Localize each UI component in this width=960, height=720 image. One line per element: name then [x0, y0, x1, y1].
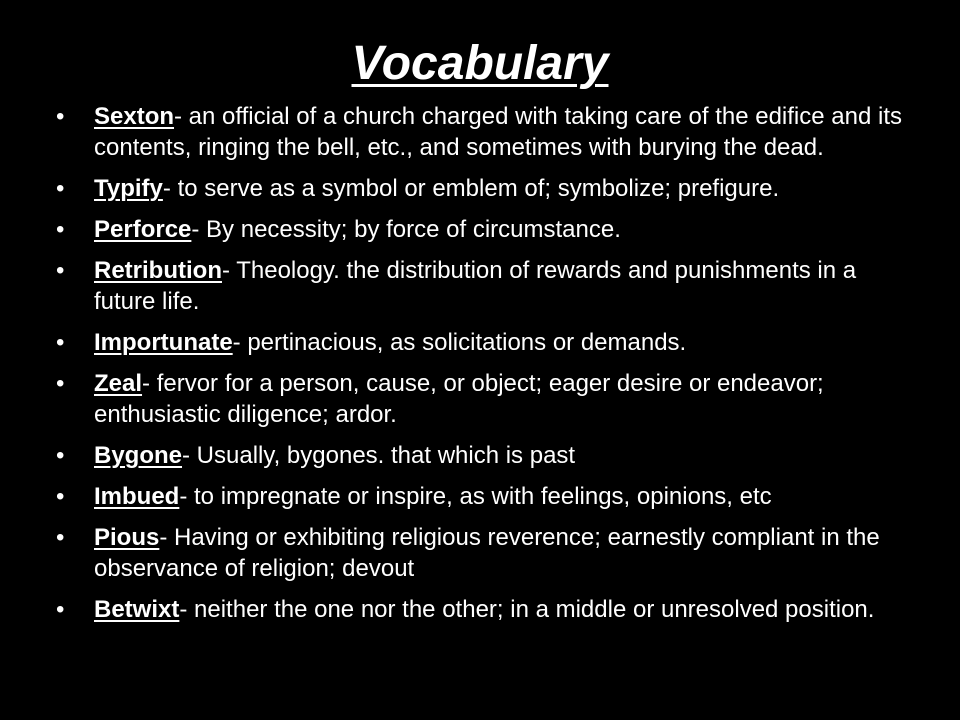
bullet-icon: •	[56, 175, 65, 202]
vocabulary-item	[56, 481, 906, 512]
bullet-icon: •	[56, 103, 65, 130]
vocabulary-definition: - By necessity; by force of circumstance.	[191, 216, 621, 243]
bullet-icon: •	[56, 370, 65, 397]
vocabulary-term: Imbued	[94, 483, 180, 510]
vocabulary-term: Sexton	[94, 103, 175, 130]
bullet-icon: •	[56, 483, 65, 510]
bullet-icon: •	[56, 524, 65, 551]
vocabulary-term: Pious	[94, 524, 160, 551]
bullet-icon: •	[56, 329, 65, 356]
vocabulary-item	[56, 368, 906, 430]
slide-title: Vocabulary	[351, 37, 609, 90]
vocabulary-list	[56, 101, 906, 635]
vocabulary-term: Bygone	[94, 442, 183, 469]
vocabulary-definition: - to serve as a symbol or emblem of; symbolize; prefigure.	[162, 175, 780, 202]
vocabulary-item	[56, 594, 906, 625]
vocabulary-definition: - neither the one nor the other; in a middle or unresolved position.	[179, 596, 875, 623]
bullet-icon: •	[56, 216, 65, 243]
vocabulary-term: Betwixt	[94, 596, 180, 623]
vocabulary-item	[56, 214, 906, 245]
vocabulary-item	[56, 440, 906, 471]
vocabulary-term: Importunate	[94, 329, 233, 356]
vocabulary-item	[56, 101, 906, 163]
vocabulary-definition: - Usually, bygones. that which is past	[182, 442, 576, 469]
vocabulary-definition: - Having or exhibiting religious reverence; earnestly compliant in the observance of religion; devout	[94, 524, 880, 582]
vocabulary-definition: - Theology. the distribution of rewards and punishments in a future life.	[94, 257, 857, 315]
vocabulary-item	[56, 255, 906, 317]
vocabulary-definition: - fervor for a person, cause, or object; eager desire or endeavor; enthusiastic diligence; ardor.	[94, 370, 824, 428]
bullet-icon: •	[56, 442, 65, 469]
vocabulary-definition: - pertinacious, as solicitations or demands.	[232, 329, 687, 356]
vocabulary-term: Perforce	[94, 216, 192, 243]
vocabulary-item	[56, 522, 906, 584]
vocabulary-term: Typify	[94, 175, 163, 202]
vocabulary-item	[56, 173, 906, 204]
bullet-icon: •	[56, 257, 65, 284]
bullet-icon: •	[56, 596, 65, 623]
vocabulary-term: Zeal	[94, 370, 143, 397]
vocabulary-item	[56, 327, 906, 358]
vocabulary-definition: - an official of a church charged with taking care of the edifice and its contents, ringing the bell, etc., and sometimes with burying the dead.	[94, 103, 902, 161]
vocabulary-term: Retribution	[94, 257, 222, 284]
vocabulary-definition: - to impregnate or inspire, as with feelings, opinions, etc	[179, 483, 772, 510]
